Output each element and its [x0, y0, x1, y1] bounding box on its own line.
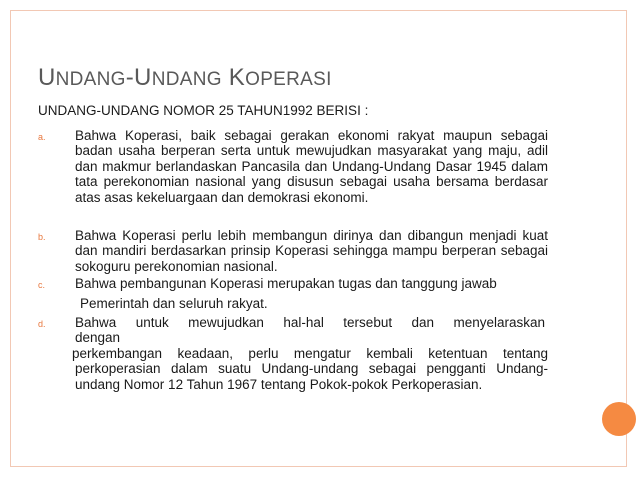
- list-item-continuation: perkembangan keadaan, perlu mengatur kembali ketentuan tentang perkoperasian dalam suatu Undang-undang sebagai pengganti Undang-undang Nomor 12 Tahun 1967 tentang Pokok-pokok Perkoperasian.: [72, 346, 548, 392]
- title-part: NDANG: [151, 69, 222, 90]
- accent-circle: [602, 402, 636, 436]
- title-part: OPERASI: [245, 69, 332, 90]
- list-item-continuation: Pemerintah dan seluruh rakyat.: [80, 296, 268, 311]
- slide-heading: UNDANG-UNDANG NOMOR 25 TAHUN1992 BERISI :: [38, 103, 369, 118]
- list-item-text: Bahwa untuk mewujudkan hal-hal tersebut dan menyelaraskan dengan: [75, 315, 545, 346]
- list-item-c: [38, 276, 558, 291]
- title-part: K: [221, 64, 246, 91]
- list-marker: b.: [38, 232, 46, 242]
- list-item-b: [38, 228, 548, 274]
- slide-title: [38, 64, 332, 92]
- title-part: U: [38, 64, 56, 91]
- list-marker: c.: [38, 280, 46, 290]
- list-item-text: Bahwa Koperasi perlu lebih membangun dirinya dan dibangun menjadi kuat dan mandiri berdasarkan prinsip Koperasi sehingga mampu berperan sebagai sokoguru perekonomian nasional.: [75, 228, 548, 274]
- list-item-text: Bahwa pembangunan Koperasi merupakan tugas dan tanggung jawab: [75, 276, 497, 291]
- title-part: -U: [125, 64, 152, 91]
- list-item-d: [38, 315, 548, 346]
- list-marker: a.: [38, 132, 46, 142]
- list-marker: d.: [38, 319, 46, 329]
- list-item-a: [38, 128, 548, 205]
- title-part: NDANG: [55, 69, 126, 90]
- list-item-text: Bahwa Koperasi, baik sebagai gerakan ekonomi rakyat maupun sebagai badan usaha berperan serta untuk mewujudkan masyarakat yang maju, adil dan makmur berlandaskan Pancasila dan Undang-Undang Dasar 1945 dalam tata perekonomian nasional yang disusun sebagai usaha bersama berdasar atas asas kekeluargaan dan demokrasi ekonomi.: [75, 128, 548, 205]
